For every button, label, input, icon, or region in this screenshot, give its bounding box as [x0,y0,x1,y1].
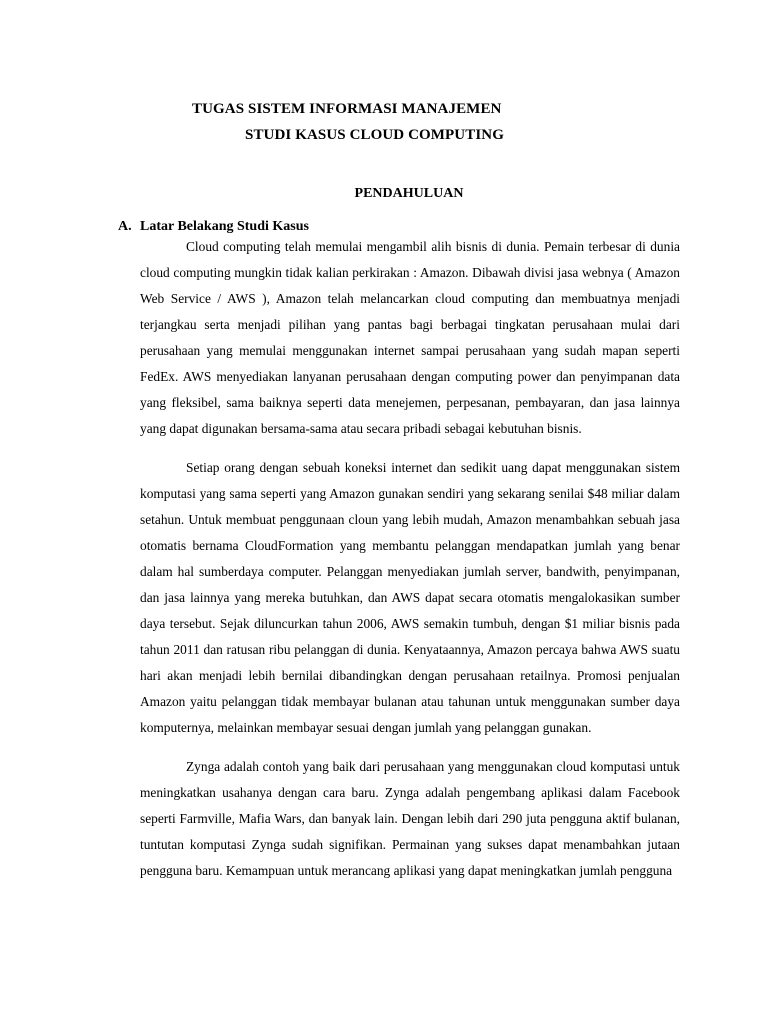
document-title-line-1: TUGAS SISTEM INFORMASI MANAJEMEN [192,101,502,117]
body-text [140,234,680,897]
section-heading [118,219,309,235]
paragraph: Zynga adalah contoh yang baik dari perusahaan yang menggunakan cloud komputasi untuk meningkatkan usahanya dengan cara baru. Zynga adalah pengembang aplikasi dalam Facebook seperti Farmville, Mafia Wars, dan banyak lain. Dengan lebih dari 290 juta pengguna aktif bulanan, tuntutan komputasi Zynga sudah signifikan. Permainan yang sukses dapat menambahkan jutaan pengguna baru. Kemampuan untuk merancang aplikasi yang dapat meningkatkan jumlah pengguna [140,759,680,878]
chapter-heading: PENDAHULUAN [354,186,464,201]
document-title-line-2: STUDI KASUS CLOUD COMPUTING [245,127,504,143]
section-letter: A. [118,219,132,234]
paragraph: Setiap orang dengan sebuah koneksi internet dan sedikit uang dapat menggunakan sistem komputasi yang sama seperti yang Amazon gunakan sendiri yang sekarang senilai $48 miliar dalam setahun. Untuk membuat penggunaan cloun yang lebih mudah, Amazon menambahkan sebuah jasa otomatis bernama CloudFormation yang membantu pelanggan mendapatkan jumlah yang benar dalam hal sumberdaya computer. Pelanggan menyediakan jumlah server, bandwith, penyimpanan, dan jasa lainnya yang mereka butuhkan, dan AWS dapat secara otomatis mengalokasikan sumber daya tersebut. Sejak diluncurkan tahun 2006, AWS semakin tumbuh, dengan $1 miliar bisnis pada tahun 2011 dan ratusan ribu pelanggan di dunia. Kenyataannya, Amazon percaya bahwa AWS suatu hari akan menjadi lebih bernilai dibandingkan dengan perusahaan retailnya. Promosi penjualan Amazon yaitu pelanggan tidak membayar bulanan atau tahunan untuk menggunakan sumber daya komputernya, melainkan membayar sesuai dengan jumlah yang pelanggan gunakan. [140,460,680,735]
paragraph: Cloud computing telah memulai mengambil alih bisnis di dunia. Pemain terbesar di dunia cloud computing mungkin tidak kalian perkirakan : Amazon. Dibawah divisi jasa webnya ( Amazon Web Service / AWS ), Amazon telah melancarkan cloud computing dan membuatnya menjadi terjangkau serta menjadi pilihan yang pantas bagi berbagai tingkatan perusahaan mulai dari perusahaan yang memulai menggunakan internet sampai perusahaan yang sudah mapan seperti FedEx. AWS menyediakan lanyanan perusahaan dengan computing power dan penyimpanan data yang fleksibel, sama baiknya seperti data menejemen, perpesanan, pembayaran, dan jasa lainnya yang dapat digunakan bersama-sama atau secara pribadi sebagai kebutuhan bisnis. [140,239,680,436]
section-title: Latar Belakang Studi Kasus [140,219,309,234]
